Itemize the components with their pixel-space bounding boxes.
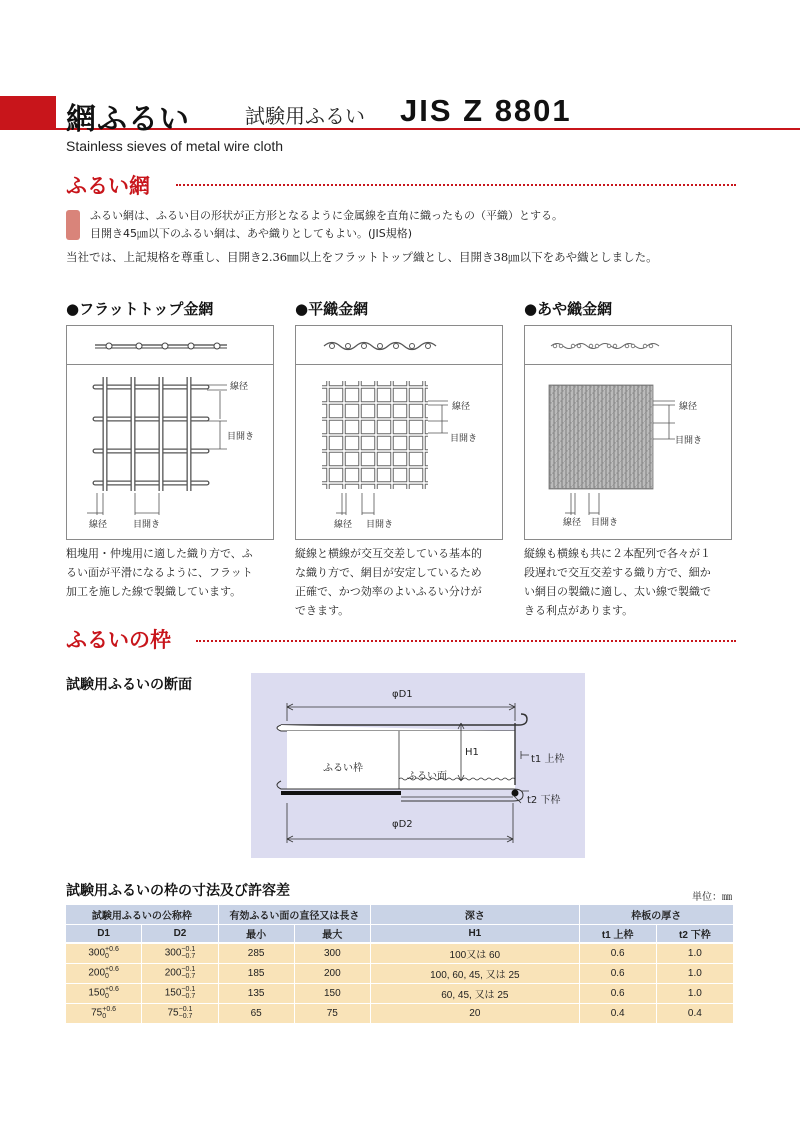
tol-up: +0.6 <box>105 946 119 954</box>
bullet-marker <box>66 210 80 240</box>
table-row <box>66 983 734 1003</box>
tol-up: −0.1 <box>178 1006 193 1013</box>
intro-text-3: 当社では、上記規格を尊重し、目開き2.36㎜以上をフラットトップ織とし、目開き38㎛以下をあや織としました。 <box>66 250 658 264</box>
cross-section-figure <box>251 673 585 858</box>
section-divider <box>176 184 736 186</box>
cell-min: 185 <box>218 963 294 983</box>
twill-desc-line: い網目の製織に適し、太い線で製織で <box>524 585 711 598</box>
weave-title-flattop: ●フラットトップ金網 <box>66 300 214 318</box>
twill-wire-label: 線径 <box>679 402 698 412</box>
header-t1: t1 上枠 <box>579 924 656 943</box>
flattop-opening-label: 目開き <box>227 432 255 442</box>
cell-d2 <box>142 983 219 1003</box>
tol-down: 0 <box>105 993 109 1000</box>
flattop-wire-label: 線径 <box>230 382 249 392</box>
d1-tolerance <box>105 966 119 980</box>
weave-title-plain: ●平織金網 <box>295 300 369 318</box>
cell-d1 <box>66 983 142 1003</box>
cell-t1: 0.6 <box>579 983 656 1003</box>
flattop-opening-label-bottom: 目開き <box>133 520 161 530</box>
cell-d2 <box>142 1003 219 1023</box>
cell-t2: 1.0 <box>656 943 733 963</box>
plain-wire-label: 線径 <box>452 402 471 412</box>
cell-d2 <box>142 963 219 983</box>
cell-h1: 20 <box>371 1003 579 1023</box>
cell-max: 75 <box>294 1003 371 1023</box>
d2-label: φD2 <box>392 819 413 830</box>
header-depth: 深さ <box>371 905 579 924</box>
tol-up: +0.6 <box>105 986 119 993</box>
flattop-wire-label-bottom: 線径 <box>89 520 108 530</box>
cell-max: 200 <box>294 963 371 983</box>
header-effective-diameter: 有効ふるい面の直径又は長さ <box>218 905 370 924</box>
t1-label: t1 上枠 <box>531 754 565 765</box>
cross-section-title: 試験用ふるいの断面 <box>66 677 192 693</box>
header-min: 最小 <box>218 924 294 943</box>
twill-mesh-figure <box>525 365 733 541</box>
flattop-mesh-panel <box>66 364 274 540</box>
header-plate-thickness: 枠板の厚さ <box>579 905 733 924</box>
twill-mesh-panel <box>524 364 732 540</box>
header-nominal-frame: 試験用ふるいの公称枠 <box>66 905 218 924</box>
tol-up: −0.1 <box>181 946 196 954</box>
dimension-table <box>66 905 734 1024</box>
cell-t2: 0.4 <box>656 1003 733 1023</box>
cell-d1 <box>66 1003 142 1023</box>
header-d1: D1 <box>66 924 142 943</box>
d1-value: 300 <box>88 947 106 959</box>
twill-profile-figure <box>525 326 733 366</box>
d1-tolerance <box>105 986 119 1000</box>
tol-up: −0.1 <box>181 966 196 973</box>
twill-desc-line: 段遅れで交互交差する織り方で、細か <box>524 566 711 579</box>
plain-opening-label: 目開き <box>450 434 478 444</box>
twill-profile-panel <box>524 325 732 365</box>
twill-opening-label: 目開き <box>675 436 703 446</box>
section-title-frame: ふるいの枠 <box>66 628 171 652</box>
sieve-cross-section-diagram <box>251 673 585 858</box>
cell-t1: 0.6 <box>579 963 656 983</box>
plain-desc-line: 縦線と横線が交互交差している基本的 <box>295 547 482 560</box>
cell-h1: 60, 45, 又は 25 <box>371 983 579 1003</box>
table-row <box>66 963 734 983</box>
section-title-mesh: ふるい網 <box>66 174 150 198</box>
table-row <box>66 1003 734 1023</box>
title-accent-bar <box>0 96 56 130</box>
tol-up: +0.6 <box>102 1006 117 1013</box>
tol-up: −0.1 <box>181 986 196 993</box>
cell-t1: 0.4 <box>579 1003 656 1023</box>
plain-opening-label-bottom: 目開き <box>366 520 394 530</box>
table-row <box>66 943 734 963</box>
cell-h1: 100又は 60 <box>371 943 579 963</box>
d1-tolerance <box>105 946 119 960</box>
intro-text-1: ふるい網は、ふるい目の形状が正方形となるように金属線を直角に織ったもの（平織）とする。 <box>90 209 563 222</box>
plain-mesh-panel <box>295 364 503 540</box>
flattop-profile-figure <box>67 326 275 366</box>
h1-label: H1 <box>465 747 479 758</box>
tol-down: −0.7 <box>181 953 196 961</box>
header-d2: D2 <box>142 924 219 943</box>
tol-down: −0.7 <box>181 973 196 980</box>
tol-down: 0 <box>102 1013 107 1020</box>
unit-label: 単位：㎜ <box>692 892 732 903</box>
flattop-desc-line: るい面が平滑になるように、フラット <box>66 566 253 579</box>
plain-profile-figure <box>296 326 504 366</box>
tol-down: −0.7 <box>178 1013 193 1020</box>
flattop-description <box>66 544 276 601</box>
twill-opening-label-bottom: 目開き <box>591 518 619 528</box>
tol-down: −0.7 <box>181 993 196 1000</box>
d2-tolerance <box>181 946 195 960</box>
flattop-profile-panel <box>66 325 274 365</box>
tol-up: +0.6 <box>105 966 119 973</box>
twill-wire-label-bottom: 線径 <box>563 518 582 528</box>
d1-value: 150 <box>88 987 106 999</box>
d2-value: 150 <box>164 987 182 999</box>
plain-desc-line: 正確で、かつ効率のよいふるい分けが <box>295 585 482 598</box>
cell-t2: 1.0 <box>656 983 733 1003</box>
cell-max: 150 <box>294 983 371 1003</box>
header-max: 最大 <box>294 924 371 943</box>
intro-text-2: 目開き45㎛以下のふるい網は、あや織りとしてもよい。(JIS規格) <box>90 227 413 240</box>
plain-wire-label-bottom: 線径 <box>334 520 353 530</box>
cell-max: 300 <box>294 943 371 963</box>
t2-label: t2 下枠 <box>527 795 561 806</box>
d2-value: 75 <box>167 1007 179 1019</box>
plain-profile-panel <box>295 325 503 365</box>
tol-down: 0 <box>105 973 109 980</box>
d1-tolerance <box>102 1006 116 1020</box>
section-divider <box>196 640 736 642</box>
frame-label: ふるい枠 <box>323 763 363 774</box>
surface-label: ふるい面 <box>407 771 447 782</box>
d2-tolerance <box>181 966 195 980</box>
header-h1: H1 <box>371 924 579 943</box>
d1-value: 200 <box>88 967 106 979</box>
twill-description <box>524 544 734 620</box>
standard-code: JIS Z 8801 <box>400 93 572 128</box>
cell-min: 135 <box>218 983 294 1003</box>
cell-d1 <box>66 963 142 983</box>
d1-value: 75 <box>91 1007 103 1019</box>
weave-title-twill: ●あや織金網 <box>524 300 613 318</box>
d2-value: 200 <box>164 967 182 979</box>
flattop-desc-line: 粗塊用・仲塊用に適した織り方で、ふ <box>66 547 253 560</box>
flattop-desc-line: 加工を施した線で製織しています。 <box>66 585 242 598</box>
tol-down: 0 <box>105 953 109 961</box>
cell-h1: 100, 60, 45, 又は 25 <box>371 963 579 983</box>
twill-desc-line: きる利点があります。 <box>524 604 634 617</box>
d2-tolerance <box>179 1006 193 1020</box>
page-title: 網ふるい <box>66 102 190 137</box>
plain-description <box>295 544 505 620</box>
d2-tolerance <box>181 986 195 1000</box>
d2-value: 300 <box>164 947 182 959</box>
d1-label: φD1 <box>392 689 413 700</box>
table-title: 試験用ふるいの枠の寸法及び許容差 <box>66 883 290 899</box>
plain-desc-line: な織り方で、網目が安定しているため <box>295 566 482 579</box>
plain-desc-line: できます。 <box>295 604 350 617</box>
plain-mesh-figure <box>296 365 504 541</box>
cell-t2: 1.0 <box>656 963 733 983</box>
cell-d2 <box>142 943 219 963</box>
english-subtitle: Stainless sieves of metal wire cloth <box>66 138 284 154</box>
cell-t1: 0.6 <box>579 943 656 963</box>
cell-min: 65 <box>218 1003 294 1023</box>
page-subtitle: 試験用ふるい <box>245 104 365 128</box>
header-t2: t2 下枠 <box>656 924 733 943</box>
cell-d1 <box>66 943 142 963</box>
cell-min: 285 <box>218 943 294 963</box>
twill-desc-line: 縦線も横線も共に２本配列で各々が１ <box>524 547 711 560</box>
